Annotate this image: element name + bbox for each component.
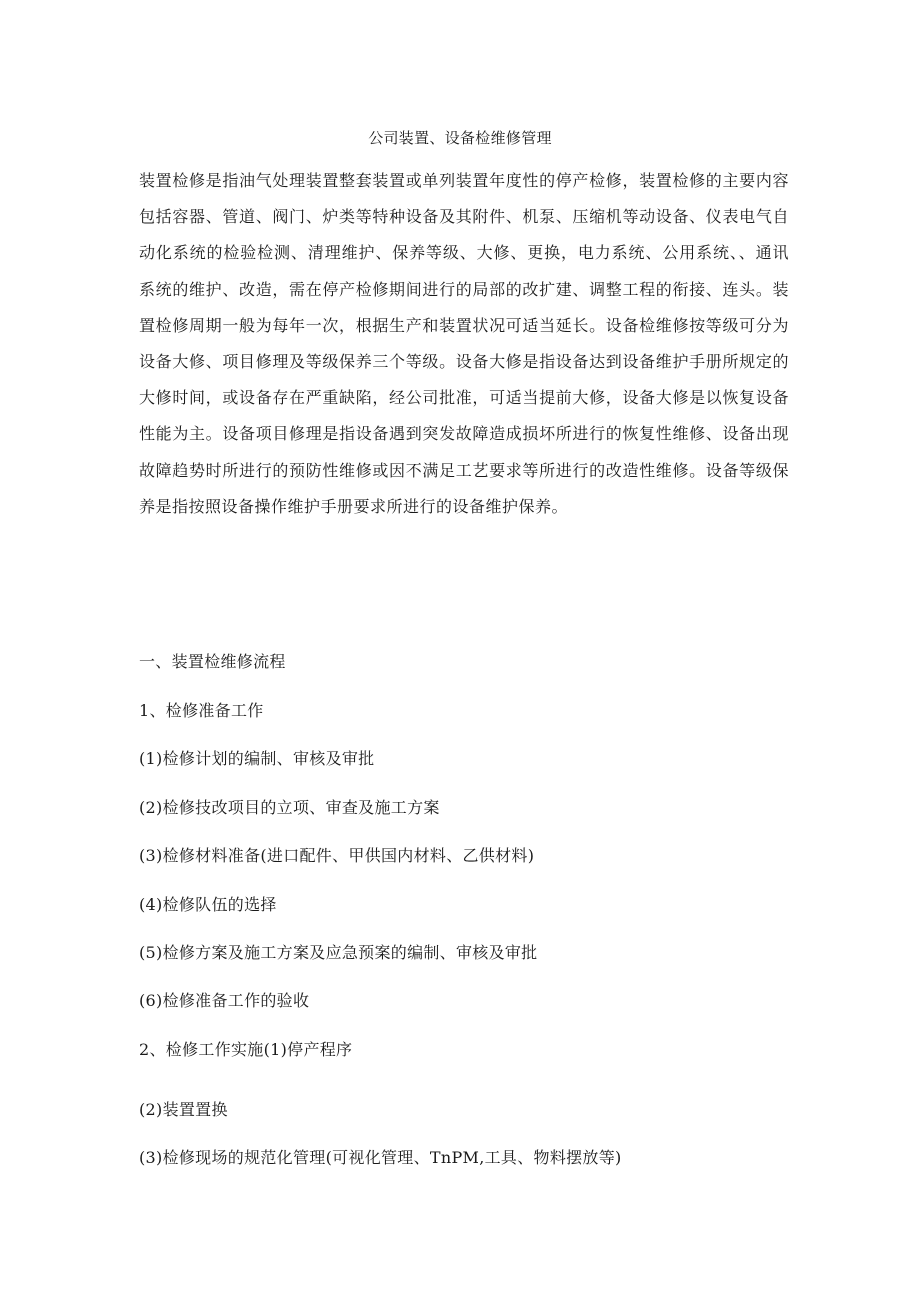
section-heading-process: 一、装置检维修流程 <box>139 652 286 671</box>
list-item: (3)检修材料准备(进口配件、甲供国内材料、乙供材料) <box>139 846 535 865</box>
intro-paragraph: 装置检修是指油气处理装置整套装置或单列装置年度性的停产检修，装置检修的主要内容包括容器、管道、阀门、炉类等特种设备及其附件、机泵、压缩机等动设备、仪表电气自动化系统的检验检测、清理维护、保养等级、大修、更换，电力系统、公用系统、、通讯系统的维护、改造，需在停产检修期间进行的局部的改扩建、调整工程的衔接、连头。装置检修周期一般为每年一次，根据生产和装置状况可适当延长。设备检维修按等级可分为设备大修、项目修理及等级保养三个等级。设备大修是指设备达到设备维护手册所规定的大修时间，或设备存在严重缺陷，经公司批准，可适当提前大修，设备大修是以恢复设备性能为主。设备项目修理是指设备遇到突发故障造成损坏所进行的恢复性维修、设备出现故障趋势时所进行的预防性维修或因不满足工艺要求等所进行的改造性维修。设备等级保养是指按照设备操作维护手册要求所进行的设备维护保养。 <box>139 171 789 516</box>
document-title: 公司装置、设备检维修管理 <box>368 129 552 147</box>
subsection-heading-preparation: 1、检修准备工作 <box>139 701 264 720</box>
list-item: (1)检修计划的编制、审核及审批 <box>139 749 375 768</box>
list-item: (4)检修队伍的选择 <box>139 895 277 914</box>
list-item: (6)检修准备工作的验收 <box>139 991 310 1010</box>
subsection-heading-implementation: 2、检修工作实施(1)停产程序 <box>139 1040 353 1059</box>
list-item: (2)装置置换 <box>139 1100 228 1119</box>
list-item: (5)检修方案及施工方案及应急预案的编制、审核及审批 <box>139 943 538 962</box>
list-item: (2)检修技改项目的立项、审查及施工方案 <box>139 798 440 817</box>
list-item: (3)检修现场的规范化管理(可视化管理、TnPM,工具、物料摆放等) <box>139 1148 622 1167</box>
